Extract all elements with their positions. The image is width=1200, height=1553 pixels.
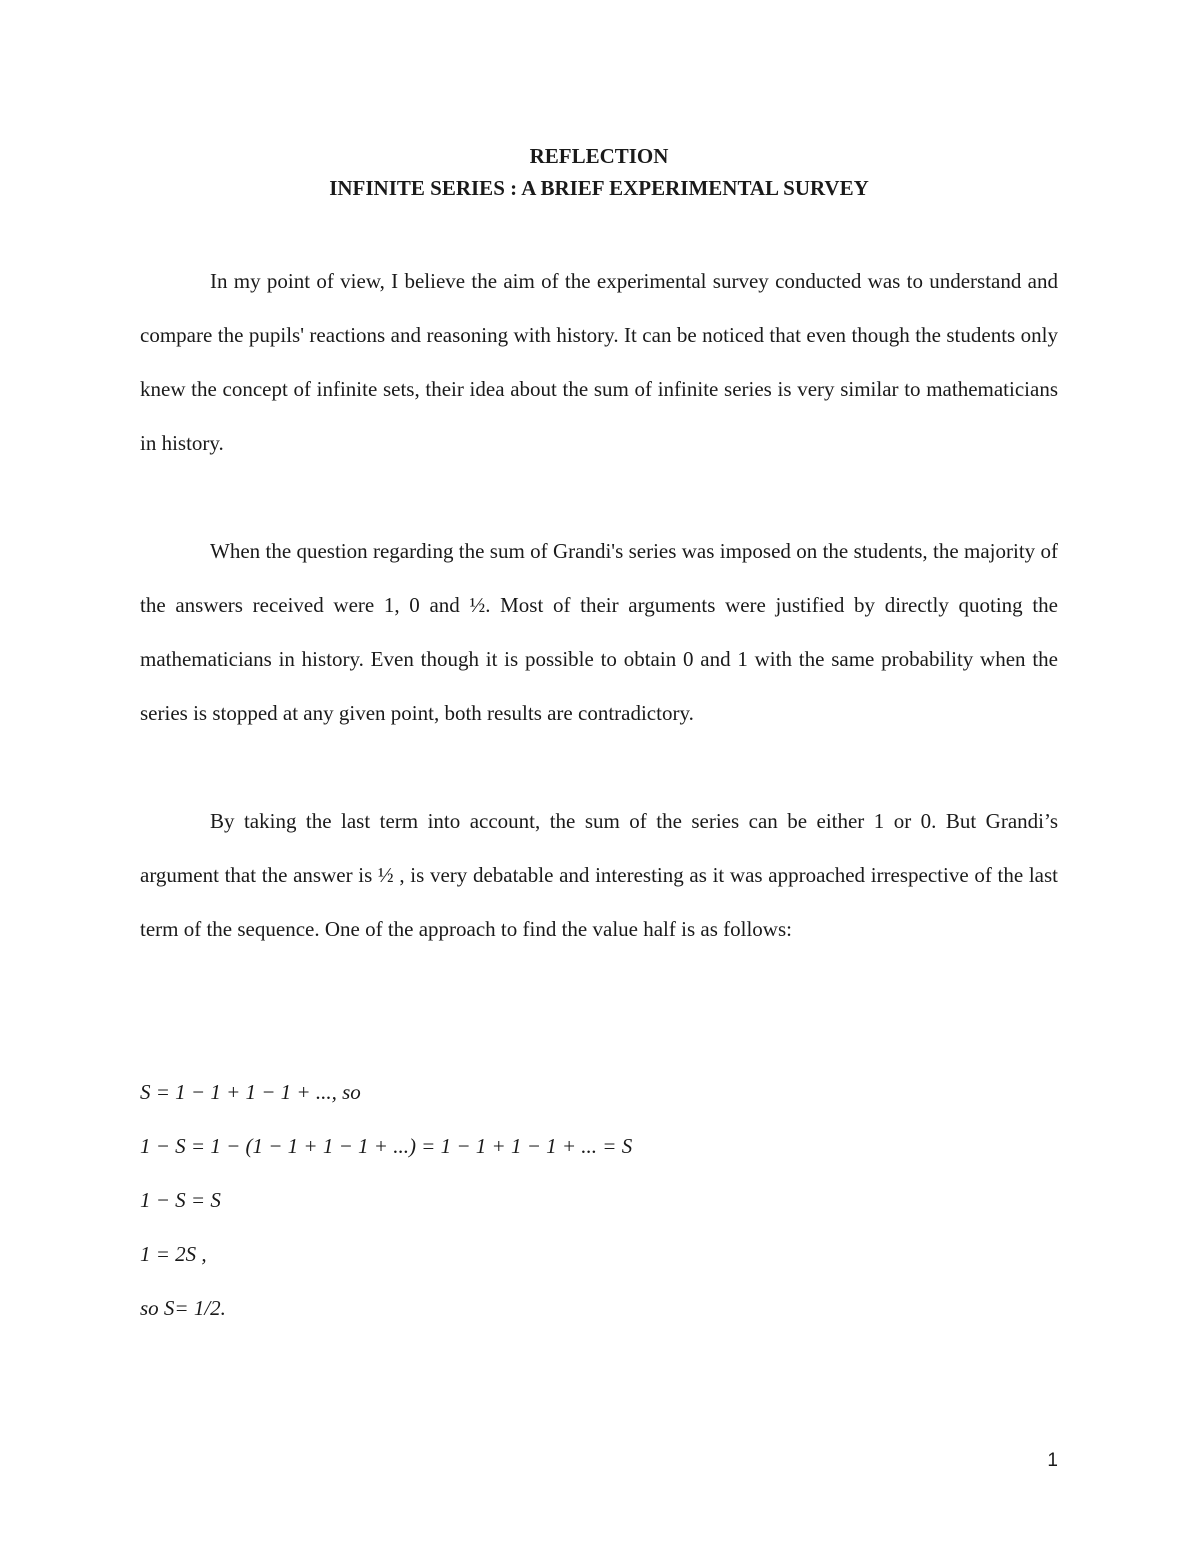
document-title: REFLECTION	[529, 144, 669, 168]
page-number: 1	[1047, 1450, 1058, 1471]
math-line: S = 1 − 1 + 1 − 1 + ..., so	[140, 1080, 361, 1104]
title-block	[140, 140, 1058, 204]
math-line: so S= 1/2.	[140, 1296, 226, 1320]
document-subtitle: INFINITE SERIES : A BRIEF EXPERIMENTAL SURVEY	[329, 176, 869, 200]
math-line: 1 − S = S	[140, 1188, 221, 1212]
math-line: 1 = 2S ,	[140, 1242, 207, 1266]
paragraph: By taking the last term into account, the sum of the series can be either 1 or 0. But Grandi’s argument that the answer is ½ , is very debatable and interesting as it was approached irrespective of the last term of the sequence. One of the approach to find the value half is as follows:	[140, 809, 1058, 941]
paragraph: In my point of view, I believe the aim of the experimental survey conducted was to understand and compare the pupils' reactions and reasoning with history. It can be noticed that even though the students only knew the concept of infinite sets, their idea about the sum of infinite series is very similar to mathematicians in history.	[140, 269, 1058, 455]
paragraph: When the question regarding the sum of Grandi's series was imposed on the students, the majority of the answers received were 1, 0 and ½. Most of their arguments were justified by directly quoting the mathematicians in history. Even though it is possible to obtain 0 and 1 with the same probability when the series is stopped at any given point, both results are contradictory.	[140, 539, 1058, 725]
math-line: 1 − S = 1 − (1 − 1 + 1 − 1 + ...) = 1 − 1 + 1 − 1 + ... = S	[140, 1134, 633, 1158]
